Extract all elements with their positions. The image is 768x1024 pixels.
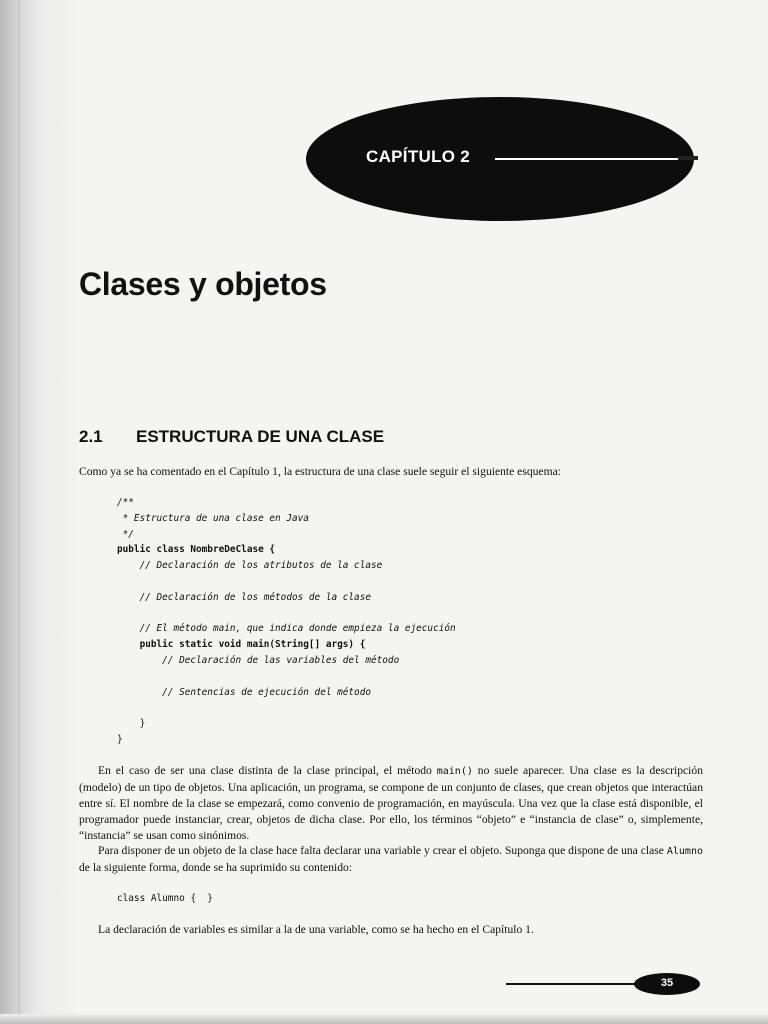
- code-block: [117, 495, 456, 748]
- binding-gutter: [0, 0, 78, 1024]
- page-bottom-edge: [0, 1014, 768, 1024]
- section-title: ESTRUCTURA DE UNA CLASE: [136, 427, 385, 446]
- paragraph-2-text-a: Para disponer de un objeto de la clase hace falta declarar una variable y crear el objeto. Suponga que dispone de una clase: [98, 844, 667, 857]
- paragraph-1-text-a: En el caso de ser una clase distinta de la clase principal, el método: [98, 764, 437, 777]
- paragraph-2: [79, 843, 703, 876]
- chapter-label: CAPÍTULO 2: [366, 147, 471, 166]
- code-line: public static void main(String[] args) {: [117, 639, 366, 651]
- chapter-rule: [495, 158, 698, 160]
- code-line: * Estructura de una clase en Java: [117, 512, 309, 524]
- chapter-rule-tip: [678, 156, 698, 160]
- code-line: }: [117, 718, 146, 730]
- paragraph-3: La declaración de variables es similar a la de una variable, como se ha hecho en el Capítulo 1.: [98, 923, 534, 936]
- section-number: 2.1: [79, 427, 103, 446]
- page-number: 35: [660, 977, 674, 989]
- paragraph-1-text-b: no suele aparecer. Una clase es la descripción (modelo) de un tipo de objetos. Una aplicación, un programa, se compone de un conjunto de clases, que crean objetos que interactúan entre sí. El nombre de la clase se empezará, como convenio de programación, en mayúscula. Una vez que la clase está disponible, el programador puede instanciar, crear, objetos de dicha clase. Por ello, los términos “objeto” e “instancia de clase” o, simplemente, “instancia” se usan como sinónimos.: [79, 764, 703, 842]
- code-line: public class NombreDeClase {: [117, 544, 276, 556]
- code-line: // Declaración de los métodos de la clase: [117, 591, 371, 603]
- paragraph-1: [79, 763, 703, 844]
- code-line: */: [117, 528, 134, 540]
- chapter-title: Clases y objetos: [79, 266, 327, 302]
- intro-paragraph: Como ya se ha comentado en el Capítulo 1, la estructura de una clase suele seguir el siguiente esquema:: [79, 465, 561, 478]
- code-snippet-alumno: class Alumno { }: [117, 893, 213, 904]
- inline-code-main: main(): [436, 766, 473, 777]
- code-line: // Declaración de los atributos de la clase: [117, 560, 383, 572]
- paragraph-2-text-b: de la siguiente forma, donde se ha suprimido su contenido:: [79, 861, 353, 874]
- code-line: /**: [117, 497, 134, 508]
- binding-line: [18, 0, 20, 1024]
- inline-code-alumno: Alumno: [666, 846, 703, 857]
- code-line: // El método main, que indica donde empieza la ejecución: [117, 623, 456, 635]
- code-line: // Declaración de las variables del método: [117, 654, 400, 666]
- code-line: }: [117, 733, 123, 745]
- footer-rule: [506, 983, 646, 985]
- code-line: // Sentencias de ejecución del método: [117, 686, 371, 698]
